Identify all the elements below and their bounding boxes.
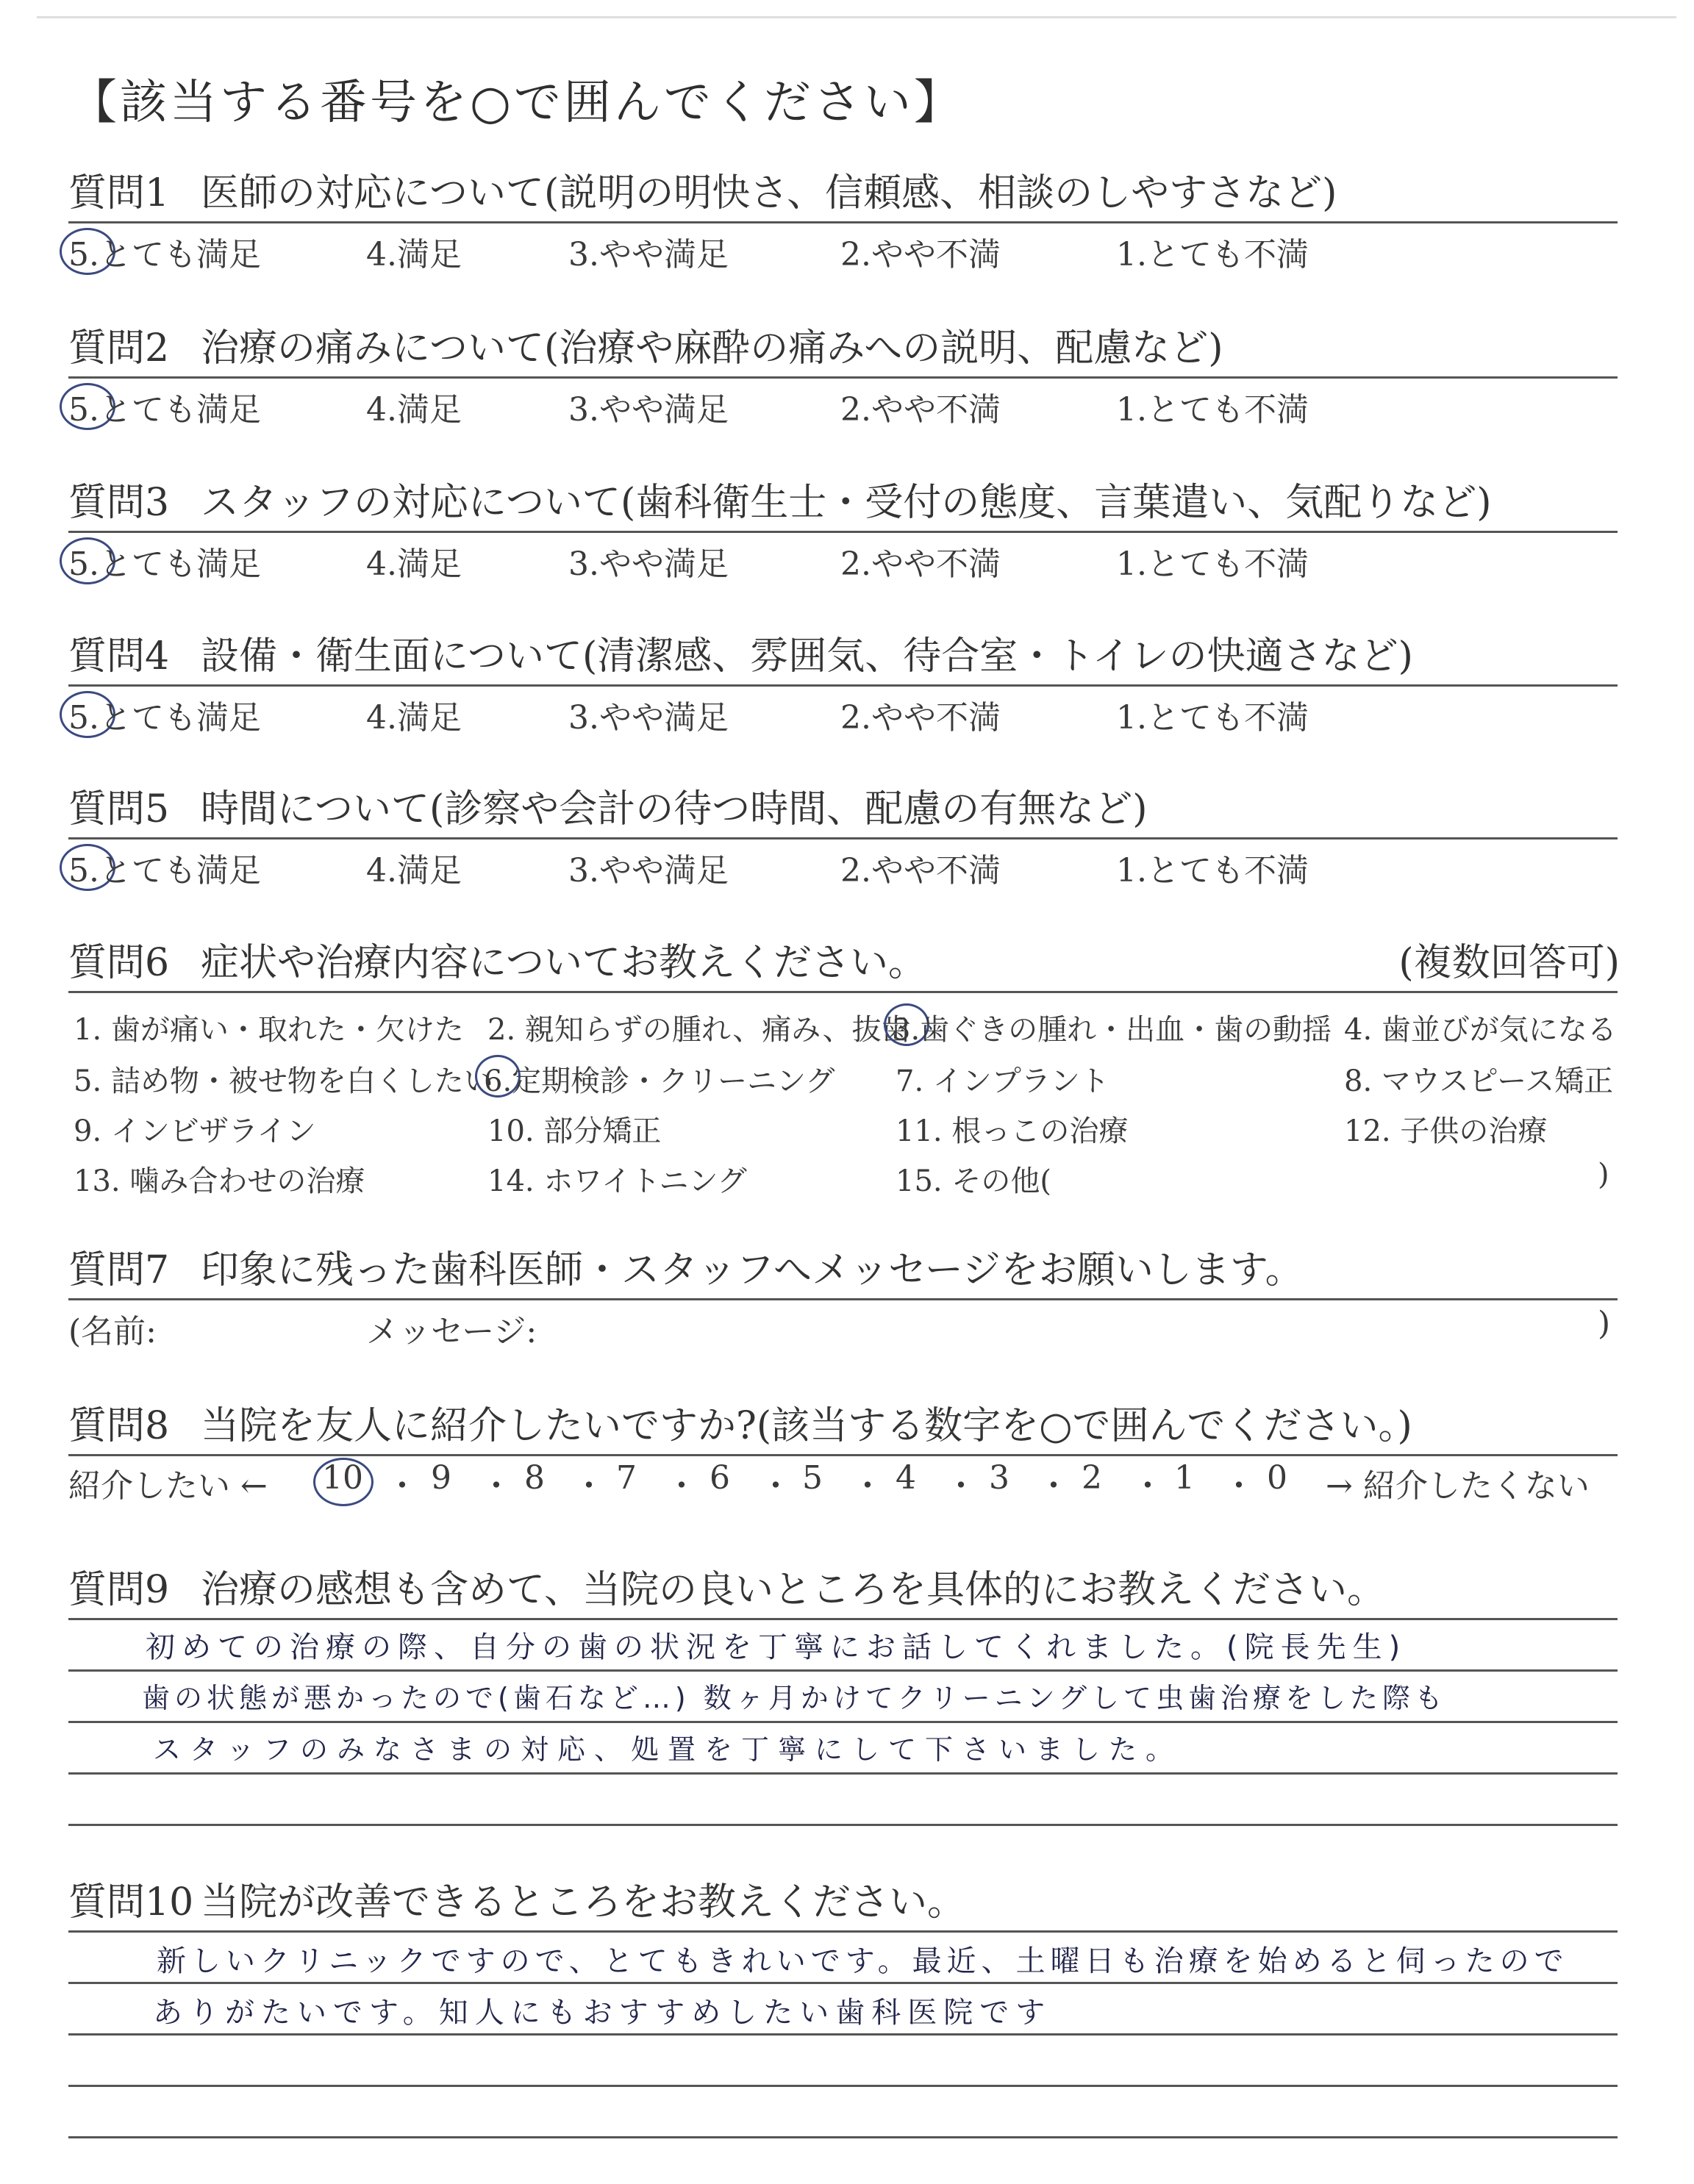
option-4[interactable]: 4.満足 <box>366 391 462 429</box>
option-5[interactable]: 5.とても満足 <box>68 699 261 737</box>
message-label: メッセージ: <box>366 1313 537 1350</box>
rating-options <box>68 687 1620 738</box>
option-1[interactable]: 1.とても不満 <box>1116 391 1309 429</box>
question-text: 医師の対応について(説明の明快さ、信頼感、相談のしやすさなど) <box>201 171 1337 215</box>
multiple-answer-note: (複数回答可) <box>1398 941 1620 985</box>
option-2[interactable]: 2.やや不満 <box>840 391 1001 429</box>
question-text: スタッフの対応について(歯科衛生士・受付の態度、言葉遣い、気配りなど) <box>201 481 1492 525</box>
not-recommend-label: → 紹介したくない <box>1326 1467 1590 1505</box>
answer-line <box>68 1982 1618 1984</box>
answer-line <box>68 1618 1618 1620</box>
answer-line <box>68 1824 1618 1826</box>
answer-area[interactable] <box>68 1930 1620 2184</box>
answer-line <box>68 1930 1618 1933</box>
question-number: 質問10 <box>68 1880 194 1925</box>
dot-separator: ・ <box>945 1467 977 1505</box>
scale-1[interactable]: 1 <box>1174 1459 1195 1497</box>
question-7 <box>68 1242 1620 1350</box>
message-close-paren: ) <box>1598 1305 1611 1342</box>
question-text: 印象に残った歯科医師・スタッフへメッセージをお願いします。 <box>201 1248 1304 1292</box>
handwritten-answer-line: 初めての治療の際、自分の歯の状況を丁寧にお話してくれました。(院長先生) <box>146 1630 1407 1664</box>
option-3[interactable]: 3.やや満足 <box>568 852 729 889</box>
question-3 <box>68 475 1620 584</box>
rating-options <box>68 223 1620 275</box>
answer-line <box>68 2085 1618 2087</box>
option-2[interactable]: 2.やや不満 <box>840 236 1001 273</box>
question-8 <box>68 1398 1620 1508</box>
symptom-options <box>68 999 1620 1212</box>
answer-line <box>68 1721 1618 1723</box>
symptom-10[interactable]: 10. 部分矯正 <box>487 1114 662 1148</box>
answer-line <box>68 2033 1618 2036</box>
option-1[interactable]: 1.とても不満 <box>1116 699 1309 737</box>
question-5 <box>68 781 1620 891</box>
handwritten-answer-line: ありがたいです。知人にもおすすめしたい歯科医院です <box>153 1996 1052 2030</box>
message-field[interactable] <box>68 1300 1620 1350</box>
symptom-2[interactable]: 2. 親知らずの腫れ、痛み、抜歯 <box>487 1013 911 1047</box>
dot-separator: ・ <box>760 1467 792 1505</box>
scale-0[interactable]: 0 <box>1267 1459 1287 1497</box>
recommend-label: 紹介したい ← <box>68 1467 268 1505</box>
dot-separator: ・ <box>480 1467 512 1505</box>
question-number: 質問6 <box>68 941 170 985</box>
option-4[interactable]: 4.満足 <box>366 545 462 583</box>
symptom-7[interactable]: 7. インプラント <box>896 1064 1109 1098</box>
scale-2[interactable]: 2 <box>1082 1459 1102 1497</box>
question-text: 時間について(診察や会計の待つ時間、配慮の有無など) <box>201 787 1148 831</box>
option-1[interactable]: 1.とても不満 <box>1116 852 1309 889</box>
question-6 <box>68 935 1620 1212</box>
option-3[interactable]: 3.やや満足 <box>568 236 729 273</box>
scale-7[interactable]: 7 <box>616 1459 637 1497</box>
option-4[interactable]: 4.満足 <box>366 236 462 273</box>
option-5[interactable]: 5.とても満足 <box>68 236 261 273</box>
recommend-scale <box>68 1456 1620 1508</box>
form-header: 【該当する番号を○で囲んでください】 <box>70 76 964 130</box>
dot-separator: ・ <box>1132 1467 1164 1505</box>
option-3[interactable]: 3.やや満足 <box>568 545 729 583</box>
top-border <box>37 16 1676 18</box>
symptom-4[interactable]: 4. 歯並びが気になる <box>1344 1013 1617 1047</box>
handwritten-answer-line: 新しいクリニックですので、とてもきれいです。最近、土曜日も治療を始めると伺ったので <box>157 1944 1569 1978</box>
scale-9[interactable]: 9 <box>431 1459 451 1497</box>
dot-separator: ・ <box>851 1467 884 1505</box>
answer-line <box>68 1772 1618 1775</box>
rating-options <box>68 533 1620 584</box>
rating-options <box>68 379 1620 430</box>
symptom-9[interactable]: 9. インビザライン <box>74 1114 316 1148</box>
question-text: 治療の感想も含めて、当院の良いところを具体的にお教えください。 <box>201 1568 1385 1612</box>
symptom-15[interactable]: 15. その他( <box>896 1164 1051 1198</box>
handwritten-answer-line: スタッフのみなさまの対応、処置を丁寧にして下さいました。 <box>153 1733 1183 1766</box>
answer-area[interactable] <box>68 1618 1620 1890</box>
question-number: 質問7 <box>68 1248 170 1292</box>
question-2 <box>68 321 1620 430</box>
question-1 <box>68 165 1620 275</box>
name-label: (名前: <box>68 1313 157 1350</box>
symptom-3[interactable]: 3.歯ぐきの腫れ・出血・歯の動揺 <box>892 1013 1332 1047</box>
question-10 <box>68 1875 1620 2184</box>
option-4[interactable]: 4.満足 <box>366 852 462 889</box>
option-2[interactable]: 2.やや不満 <box>840 699 1001 737</box>
rating-options <box>68 839 1620 891</box>
dot-separator: ・ <box>1223 1467 1255 1505</box>
option-5[interactable]: 5.とても満足 <box>68 852 261 889</box>
question-text: 当院を友人に紹介したいですか?(該当する数字を○で囲んでください。) <box>201 1404 1412 1448</box>
option-1[interactable]: 1.とても不満 <box>1116 236 1309 273</box>
symptom-5[interactable]: 5. 詰め物・被せ物を白くしたい <box>74 1064 493 1098</box>
symptom-12[interactable]: 12. 子供の治療 <box>1344 1114 1548 1148</box>
question-number: 質問2 <box>68 326 170 370</box>
question-number: 質問1 <box>68 171 170 215</box>
question-text: 症状や治療内容についてお教えください。 <box>201 941 926 985</box>
dot-separator: ・ <box>1037 1467 1070 1505</box>
answer-line <box>68 2136 1618 2138</box>
question-number: 質問8 <box>68 1404 170 1448</box>
underline <box>68 991 1618 993</box>
option-3[interactable]: 3.やや満足 <box>568 699 729 737</box>
symptom-6[interactable]: 6.定期検診・クリーニング <box>484 1064 835 1098</box>
question-text: 治療の痛みについて(治療や麻酔の痛みへの説明、配慮など) <box>201 326 1223 370</box>
dot-separator: ・ <box>665 1467 698 1505</box>
handwritten-answer-line: 歯の状態が悪かったので(歯石など…) 数ヶ月かけてクリーニングして虫歯治療をした際も <box>142 1682 1447 1714</box>
symptom-8[interactable]: 8. マウスピース矯正 <box>1344 1064 1614 1098</box>
option-2[interactable]: 2.やや不満 <box>840 545 1001 583</box>
question-text: 設備・衛生面について(清潔感、雰囲気、待合室・トイレの快適さなど) <box>201 634 1413 679</box>
answer-line <box>68 1669 1618 1672</box>
symptom-11[interactable]: 11. 根っこの治療 <box>896 1114 1129 1148</box>
scale-5[interactable]: 5 <box>802 1459 823 1497</box>
scale-6[interactable]: 6 <box>710 1459 730 1497</box>
question-number: 質問3 <box>68 481 170 525</box>
question-4 <box>68 629 1620 738</box>
option-4[interactable]: 4.満足 <box>366 699 462 737</box>
option-5[interactable]: 5.とても満足 <box>68 545 261 583</box>
question-number: 質問5 <box>68 787 170 831</box>
option-2[interactable]: 2.やや不満 <box>840 852 1001 889</box>
other-close-paren: ) <box>1598 1158 1609 1192</box>
question-text: 当院が改善できるところをお教えください。 <box>201 1880 966 1925</box>
scale-4[interactable]: 4 <box>896 1459 916 1497</box>
scale-8[interactable]: 8 <box>524 1459 545 1497</box>
symptom-13[interactable]: 13. 噛み合わせの治療 <box>74 1164 365 1198</box>
symptom-14[interactable]: 14. ホワイトニング <box>487 1164 747 1198</box>
scale-3[interactable]: 3 <box>989 1459 1009 1497</box>
dot-separator: ・ <box>386 1467 418 1505</box>
scale-10[interactable]: 10 <box>322 1459 363 1497</box>
option-5[interactable]: 5.とても満足 <box>68 391 261 429</box>
option-1[interactable]: 1.とても不満 <box>1116 545 1309 583</box>
question-number: 質問4 <box>68 634 170 679</box>
question-9 <box>68 1562 1620 1890</box>
option-3[interactable]: 3.やや満足 <box>568 391 729 429</box>
question-number: 質問9 <box>68 1568 170 1612</box>
symptom-1[interactable]: 1. 歯が痛い・取れた・欠けた <box>74 1013 464 1047</box>
dot-separator: ・ <box>573 1467 605 1505</box>
